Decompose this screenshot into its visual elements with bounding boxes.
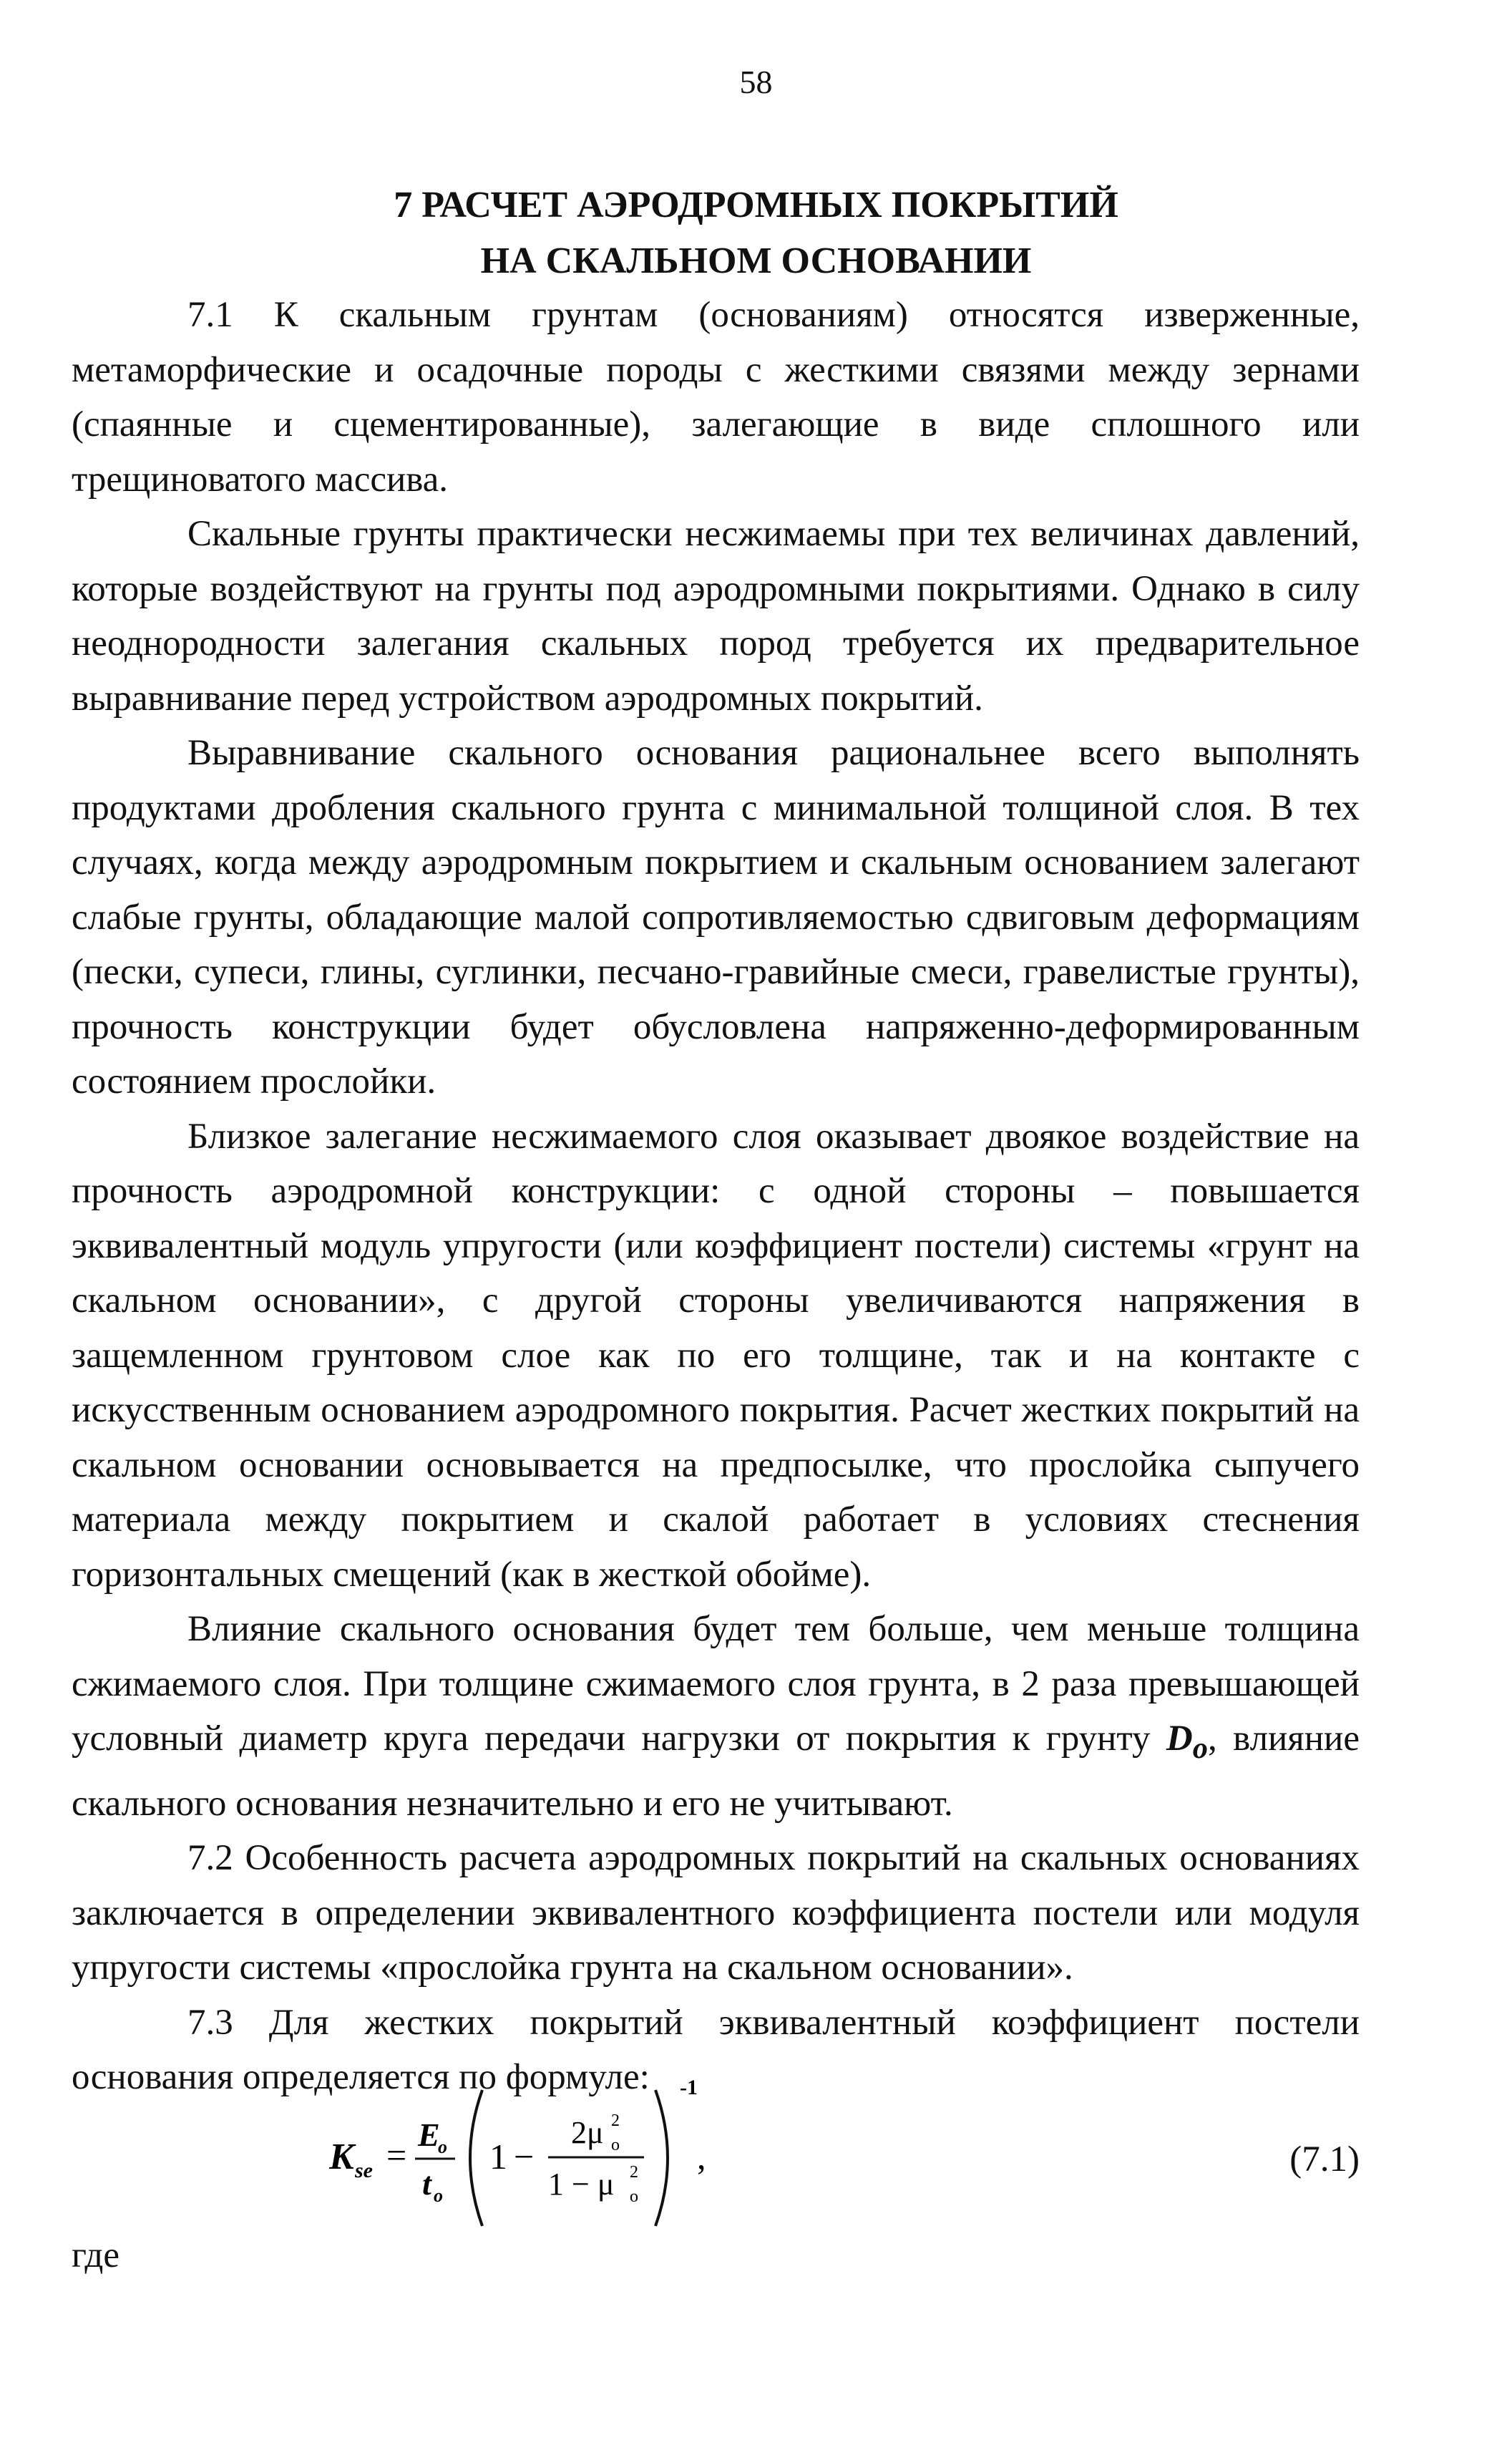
- paragraph-leveling: Выравнивание скального основания рациональнее всего выполнять продуктами дробления скального грунта с минимальной толщиной слоя. В тех случаях, когда между аэродромным покрытием и скальным основанием залегают слабые грунты, обладающие малой сопротивляемостью сдвиговым деформациям (пески, супеси, глины, суглинки, песчано-гравийные смеси, гравелистые грунты), прочность конструкции будет обусловлена напряженно-деформированным состоянием прослойки.: [72, 733, 1360, 1102]
- formula-number: (7.1): [1289, 2139, 1360, 2179]
- formula-left-paren: [470, 2090, 482, 2226]
- body-text: [72, 288, 1360, 2105]
- formula-inner-den-sup: 2: [630, 2163, 638, 2182]
- formula-lhs: K: [329, 2137, 354, 2177]
- paragraph-influence-after: , влияние скального основания незначительно и его не учитывают.: [72, 1719, 1360, 1824]
- formula-den: t: [422, 2165, 431, 2202]
- formula-svg: [329, 2069, 759, 2233]
- heading-line-2: НА СКАЛЬНОМ ОСНОВАНИИ: [480, 240, 1032, 281]
- formula-7-1: [72, 2069, 1360, 2233]
- formula-equals: =: [386, 2135, 407, 2175]
- formula-den-sub: o: [434, 2185, 443, 2206]
- formula-right-paren: [655, 2090, 668, 2226]
- formula-lhs-sub: se: [355, 2159, 373, 2182]
- formula-one: 1: [489, 2137, 507, 2177]
- symbol-d0: $D_o$: [1166, 1719, 1208, 1766]
- formula-num: E: [418, 2116, 440, 2153]
- paragraph-influence: [72, 1602, 1360, 1831]
- where-label: где: [72, 2235, 120, 2275]
- section-heading: [0, 178, 1512, 289]
- paragraph-influence-before: Влияние скального основания будет тем больше, чем меньше толщина сжимаемого слоя. При толщине сжимаемого слоя грунта, в 2 раза превышающей условный диаметр круга передачи нагрузки от покрытия к грунту: [72, 1609, 1360, 1759]
- paragraph-close-bedding: Близкое залегание несжимаемого слоя оказывает двоякое воздействие на прочность аэродромной конструкции: с одной стороны – повышается эквивалентный модуль упругости (или коэффициент постели) системы «грунт на скальном основании», с другой стороны увеличиваются напряжения в защемленном грунтовом слое как по его толщине, так и на контакте с искусственным основанием аэродромного покрытия. Расчет жестких покрытий на скальном основании основывается на предпосылке, что прослойка сыпучего материала между покрытием и скалой работает в условиях стеснения горизонтальных смещений (как в жесткой обойме).: [72, 1116, 1360, 1595]
- page-number: 58: [739, 64, 773, 100]
- formula-exponent: -1: [680, 2076, 698, 2099]
- paragraph-incompressibility: Скальные грунты практически несжимаемы при тех величинах давлений, которые воздействуют на грунты под аэродромными покрытиями. Однако в силу неоднородности залегания скальных пород требуется их предварительное выравнивание перед устройством аэродромных покрытий.: [72, 514, 1360, 719]
- paragraph-7-1: 7.1 К скальным грунтам (основаниям) относятся изверженные, метаморфические и осадочные породы с жесткими связями между зернами (спаянные и сцементированные), залегающие в виде сплошного или трещиноватого массива.: [72, 295, 1360, 500]
- paragraph-7-3: 7.3 Для жестких покрытий эквивалентный коэффициент постели основания определяется по формуле:: [72, 2002, 1360, 2098]
- paragraph-7-2: 7.2 Особенность расчета аэродромных покрытий на скальных основаниях заключается в определении эквивалентного коэффициента постели или модуля упругости системы «прослойка грунта на скальном основании».: [72, 1838, 1360, 1988]
- formula-inner-num-sup: 2: [611, 2111, 620, 2130]
- heading-line-1: 7 РАСЧЕТ АЭРОДРОМНЫХ ПОКРЫТИЙ: [394, 185, 1118, 225]
- formula-inner-num-sub: o: [611, 2136, 620, 2154]
- formula-comma: ,: [697, 2137, 706, 2177]
- formula-minus: −: [514, 2137, 535, 2177]
- formula-inner-den-sub: o: [630, 2187, 638, 2206]
- formula-num-sub: o: [438, 2137, 447, 2157]
- formula-inner-num: 2μ: [571, 2115, 604, 2150]
- formula-inner-den: 1 − μ: [548, 2167, 615, 2202]
- formula-expression: [329, 2069, 759, 2233]
